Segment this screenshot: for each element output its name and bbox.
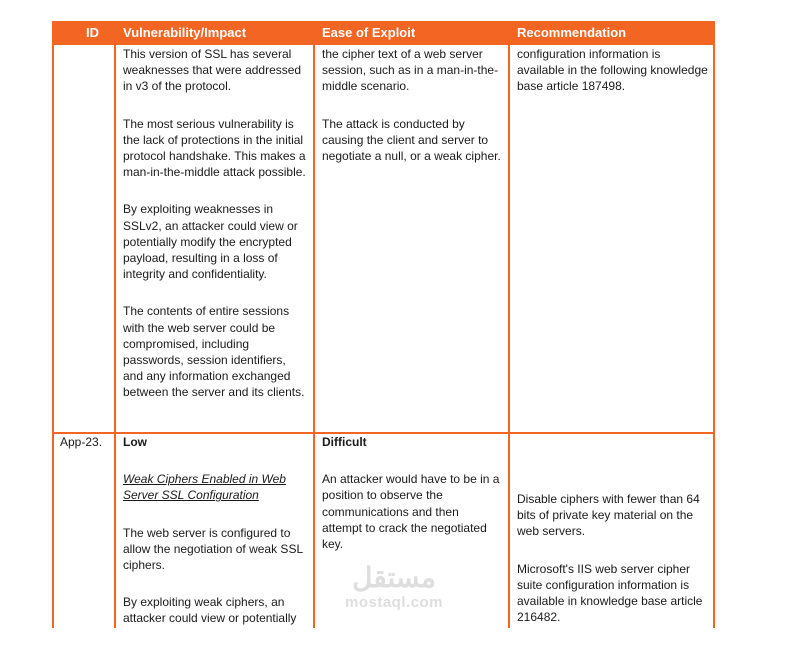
header-id: ID: [86, 25, 99, 40]
row2-vulnerability-cell: [123, 434, 309, 648]
watermark-arabic: مستقل: [352, 562, 436, 593]
row1-ease-para-1: the cipher text of a web server session, such as in a man-in-the-middle scenario.: [322, 47, 499, 94]
row2-ease-cell: [322, 434, 502, 573]
row1-vuln-para-2: The most serious vulnerability is the lack of protections in the initial protocol handshake. This makes a man-in-the-middle attack possible.: [123, 116, 306, 180]
watermark-logo: [343, 563, 445, 617]
row2-vuln-para-1: The web server is configured to allow the negotiation of weak SSL ciphers.: [123, 525, 303, 573]
row1-ease-cell: [322, 46, 502, 185]
header-vulnerability: Vulnerability/Impact: [123, 25, 247, 40]
row1-ease-para-2: The attack is conducted by causing the client and server to negotiate a null, or a weak cipher.: [322, 116, 501, 164]
border-right: [713, 21, 715, 628]
finding-title-link[interactable]: Weak Ciphers Enabled in Web Server SSL Configuration: [123, 472, 286, 503]
row1-vuln-para-4: The contents of entire sessions with the web server could be compromised, including passwords, session identifiers, and any information exchanged between the server and its clients.: [123, 304, 305, 400]
row1-vuln-para-1: This version of SSL has several weaknesses that were addressed in v3 of the protocol.: [123, 47, 302, 94]
severity-label: Low: [123, 435, 147, 449]
watermark-latin: mostaql.com: [344, 594, 444, 611]
row1-vuln-para-3: By exploiting weaknesses in SSLv2, an attacker could view or potentially modify the encrypted payload, resulting in a loss of integrity and confidentiality.: [123, 202, 298, 282]
border-left: [52, 21, 54, 628]
column-divider-vulnerability: [313, 21, 315, 628]
row2-vuln-para-2: By exploiting weak ciphers, an attacker could view or potentially: [123, 595, 297, 626]
difficulty-label: Difficult: [322, 435, 367, 449]
column-divider-id: [114, 21, 116, 628]
row1-recommendation-cell: [517, 46, 709, 116]
table-header: [52, 21, 715, 45]
row2-id: App-23.: [60, 435, 103, 449]
header-recommendation: Recommendation: [517, 25, 627, 40]
row2-rec-para-1: Disable ciphers with fewer than 64 bits of private key material on the web servers.: [517, 492, 700, 539]
row2-recommendation-cell: [517, 491, 709, 646]
row1-vulnerability-cell: [123, 46, 309, 422]
row2-rec-para-2: Microsoft's IIS web server cipher suite configuration information is available in knowledge base article 216482.: [517, 561, 703, 625]
row2-ease-para-1: An attacker would have to be in a position to observe the communications and then attempt to crack the negotiated key.: [322, 472, 500, 552]
findings-table: [52, 21, 715, 628]
row1-rec-para-1: configuration information is available in the following knowledge base article 187498.: [517, 47, 708, 94]
column-divider-ease: [508, 21, 510, 628]
header-ease: Ease of Exploit: [322, 25, 416, 40]
